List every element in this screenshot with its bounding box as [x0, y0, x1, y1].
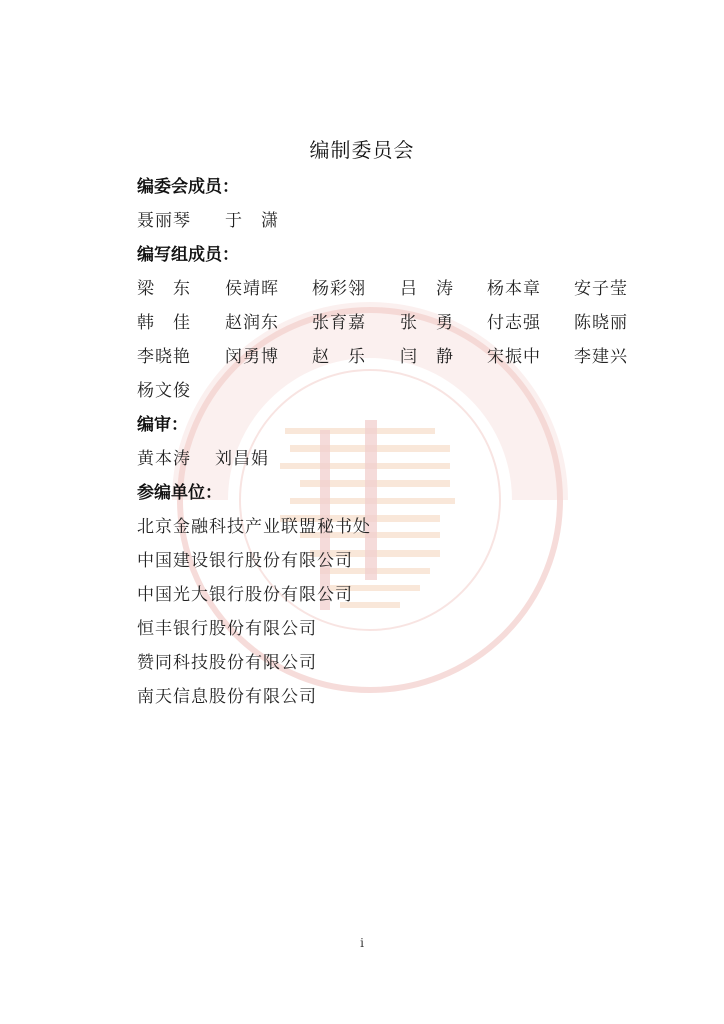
writer-name: 赵润东 [225, 313, 279, 333]
writer-name: 侯靖晖 [225, 279, 279, 299]
unit-item: 赞同科技股份有限公司 [137, 653, 317, 673]
writer-name: 韩 佳 [137, 313, 191, 333]
writer-name: 杨彩翎 [312, 279, 366, 299]
committee-heading: 编委会成员： [137, 177, 239, 197]
writer-name: 闫 静 [400, 347, 454, 367]
writer-name: 吕 涛 [400, 279, 454, 299]
reviewers-heading: 编审： [137, 415, 188, 435]
writer-name: 李建兴 [574, 347, 628, 367]
writer-name: 张 勇 [400, 313, 454, 333]
committee-member: 聂丽琴 [137, 211, 191, 231]
reviewer-name: 刘昌娟 [215, 449, 269, 469]
writer-name: 杨文俊 [137, 381, 191, 401]
writer-name: 李晓艳 [137, 347, 191, 367]
unit-item: 恒丰银行股份有限公司 [137, 619, 317, 639]
writers-heading: 编写组成员： [137, 245, 239, 265]
reviewer-name: 黄本涛 [137, 449, 191, 469]
writer-name: 闵勇博 [225, 347, 279, 367]
writer-name: 张育嘉 [312, 313, 366, 333]
unit-item: 中国建设银行股份有限公司 [137, 551, 353, 571]
units-heading: 参编单位： [137, 483, 222, 503]
writer-name: 安子莹 [574, 279, 628, 299]
unit-item: 中国光大银行股份有限公司 [137, 585, 353, 605]
writer-name: 付志强 [487, 313, 541, 333]
writer-name: 杨本章 [487, 279, 541, 299]
unit-item: 南天信息股份有限公司 [137, 687, 317, 707]
page-number: i [360, 936, 364, 950]
writer-name: 赵 乐 [312, 347, 366, 367]
page-title: 编制委员会 [309, 138, 415, 162]
writer-name: 梁 东 [137, 279, 191, 299]
writer-name: 宋振中 [487, 347, 541, 367]
unit-item: 北京金融科技产业联盟秘书处 [137, 517, 371, 537]
writer-name: 陈晓丽 [574, 313, 628, 333]
committee-member: 于 潇 [225, 211, 279, 231]
